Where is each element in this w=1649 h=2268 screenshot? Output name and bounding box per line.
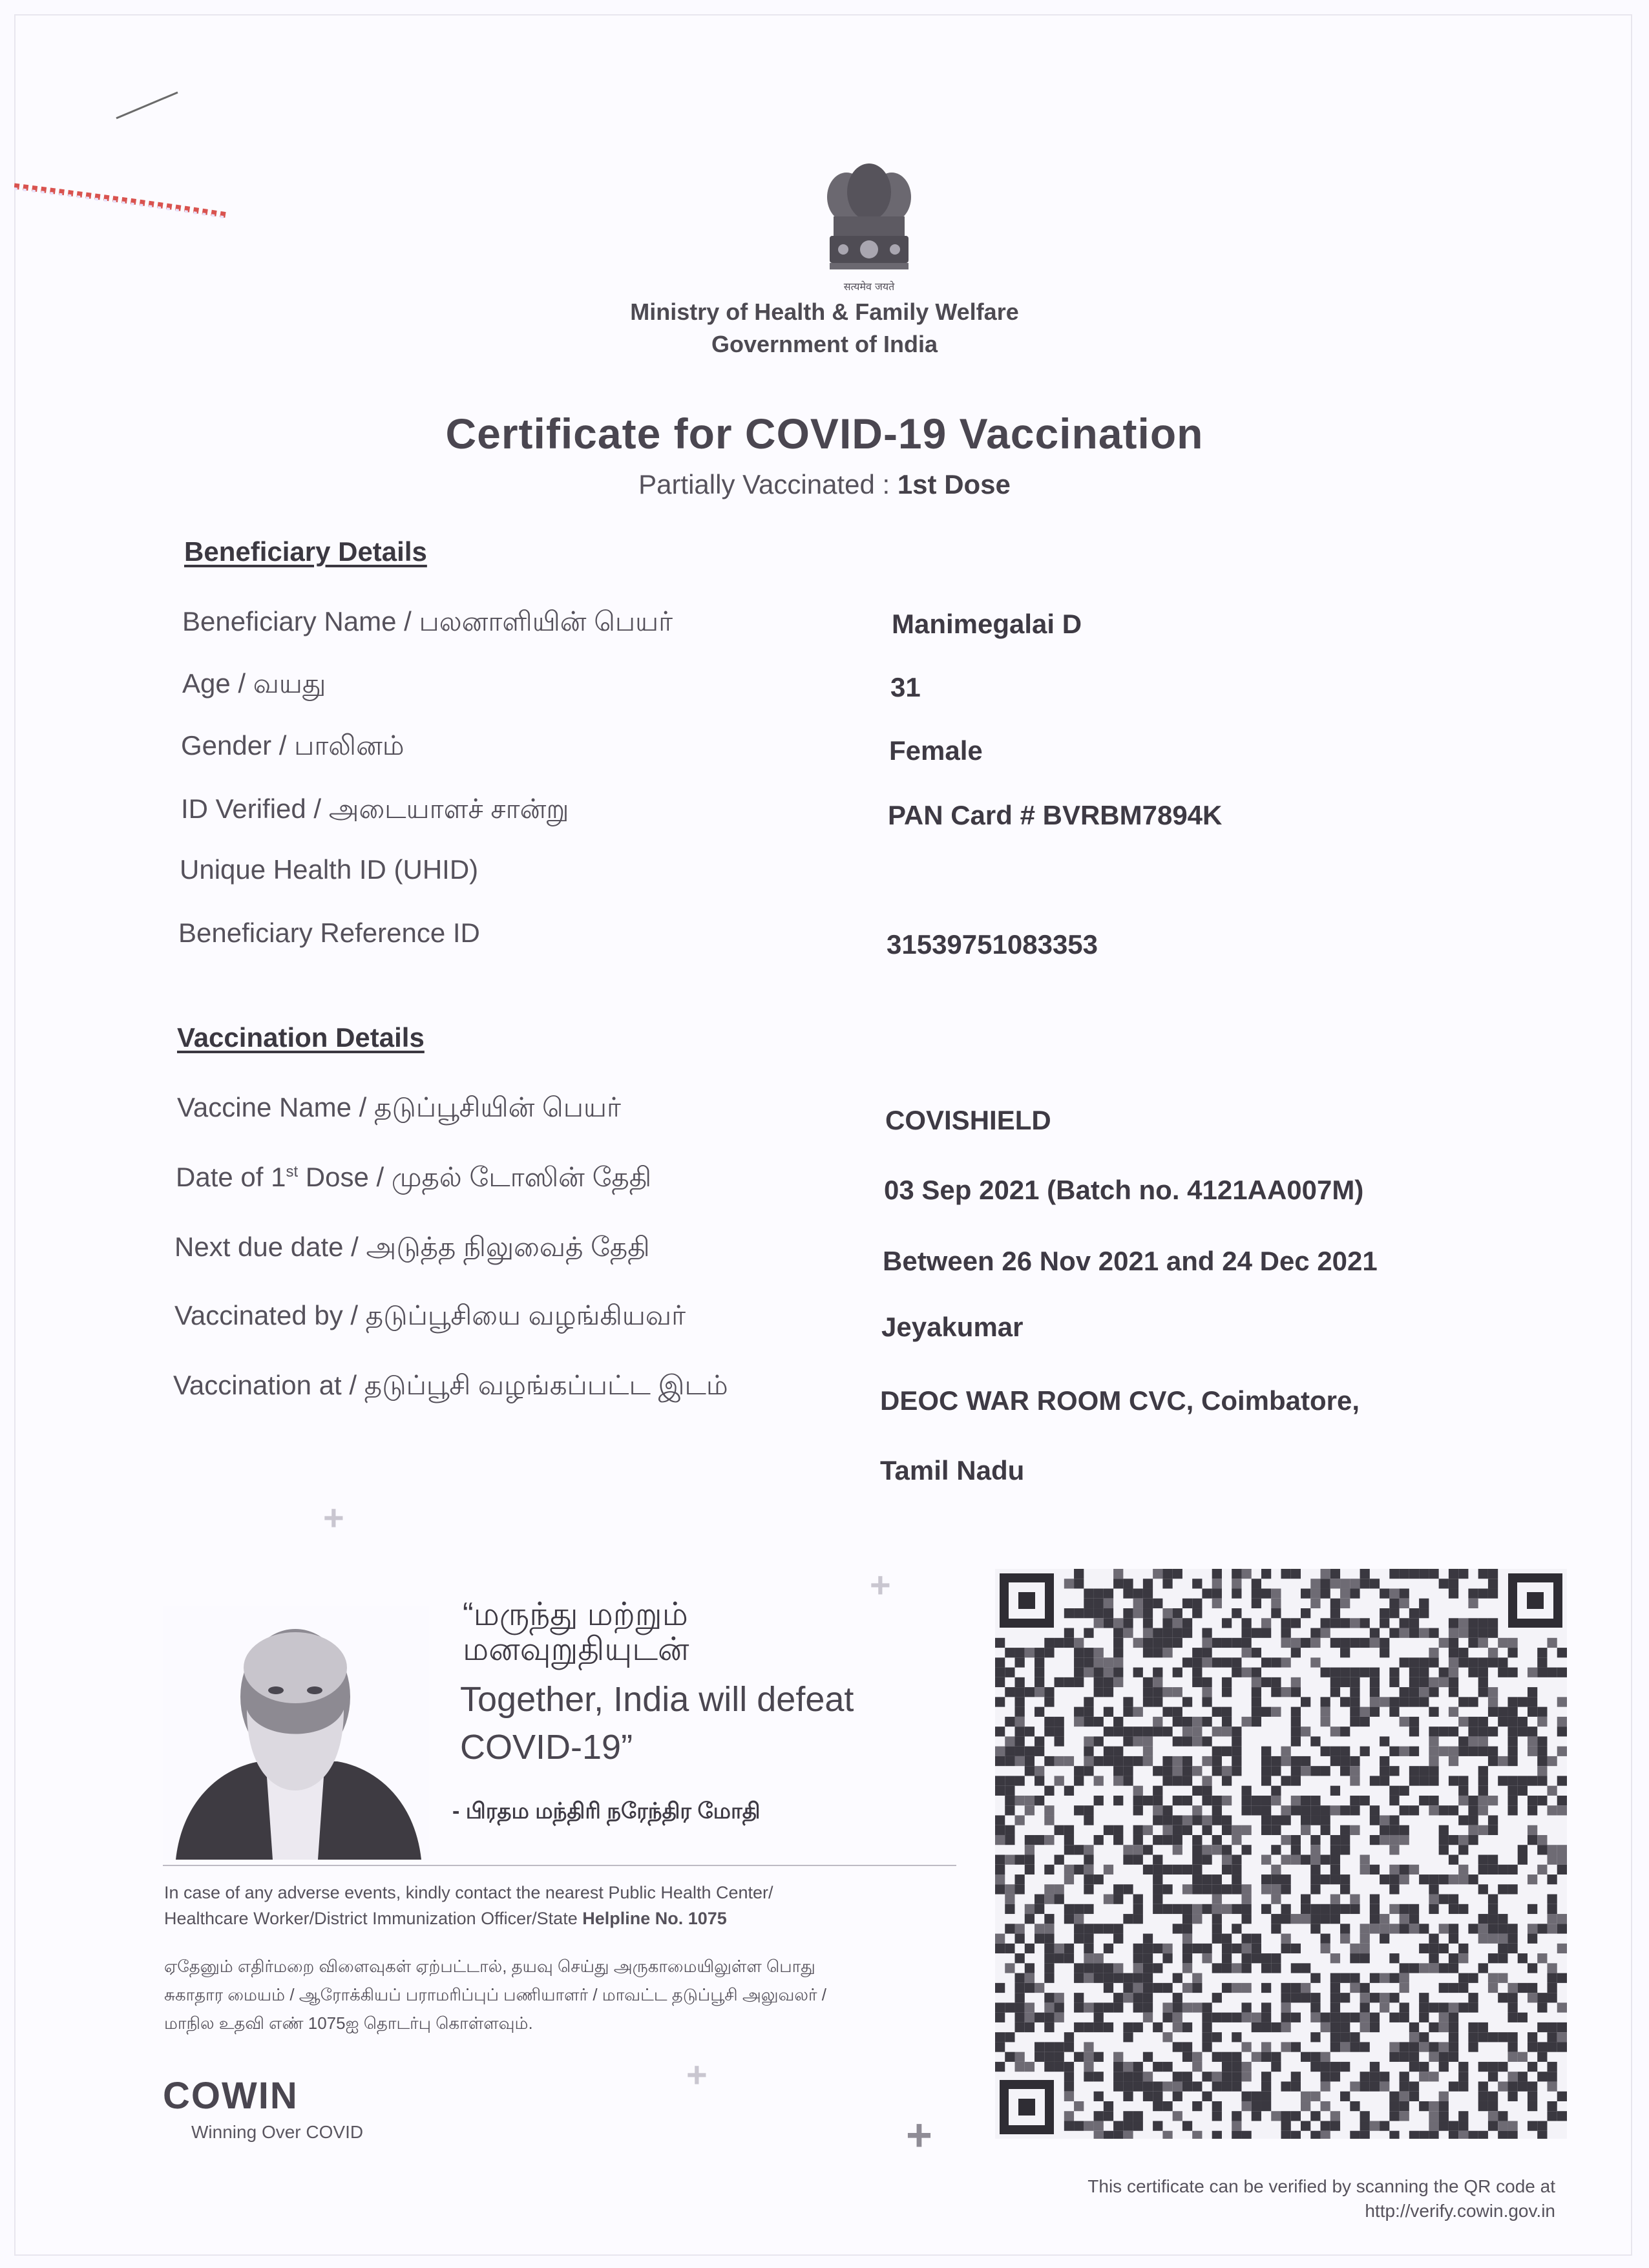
gender-label: Gender / பாலினம் (181, 730, 404, 761)
quote-attribution: - பிரதம மந்திரி நரேந்திர மோதி (452, 1799, 761, 1823)
age-value: 31 (890, 672, 921, 702)
prime-minister-photo (163, 1606, 429, 1860)
cowin-tagline: Winning Over COVID (191, 2122, 364, 2142)
certificate-title: Certificate for COVID-19 Vaccination (445, 410, 1204, 457)
reference-id-value: 31539751083353 (887, 929, 1098, 960)
state-emblem-icon (821, 152, 918, 300)
quote-tamil-line2: மனவுறுதியுடன் (463, 1631, 689, 1667)
adverse-notice-en-line2 (164, 1906, 727, 1931)
beneficiary-name-label: Beneficiary Name / பலனாளியின் பெயர் (182, 606, 673, 636)
adverse-notice-ta-line2: சுகாதார மையம் / ஆரோக்கியப் பராமரிப்புப் பணியாளர் / மாவட்ட தடுப்பூசி அலுவலர் / (164, 1985, 827, 2004)
quote-english-line1: Together, India will defeat (460, 1680, 854, 1719)
helpline-number: Helpline No. 1075 (582, 1909, 727, 1928)
verification-qr-code (995, 1569, 1567, 2139)
vaccination-site-label: Vaccination at / தடுப்பூசி வழங்கப்பட்ட இடம் (173, 1370, 728, 1400)
plus-mark: + (686, 2054, 708, 2095)
vaccination-section-title: Vaccination Details (177, 1022, 425, 1053)
adverse-notice-ta-line3: மாநில உதவி எண் 1075ஐ தொடர்பு கொள்ளவும். (164, 2013, 533, 2033)
age-label: Age / வயது (182, 668, 326, 698)
adverse-notice-en-line1: In case of any adverse events, kindly contact the nearest Public Health Center/ (164, 1883, 773, 1902)
adverse-notice-ta-line1: ஏதேனும் எதிர்மறை விளைவுகள் ஏற்பட்டால், தயவு செய்து அருகாமையிலுள்ள பொது (164, 1957, 815, 1976)
first-dose-date-value: 03 Sep 2021 (Batch no. 4121AA007M) (884, 1175, 1364, 1205)
beneficiary-name-value: Manimegalai D (892, 609, 1082, 639)
status-prefix: Partially Vaccinated : (638, 469, 890, 499)
vaccine-name-value: COVISHIELD (885, 1105, 1051, 1135)
cowin-logo: COWIN (163, 2075, 299, 2117)
next-due-value: Between 26 Nov 2021 and 24 Dec 2021 (883, 1246, 1378, 1276)
emblem-motto: सत्यमेव जयते (843, 280, 895, 293)
verify-note (1087, 2174, 1555, 2223)
dose-label-post: Dose / முதல் டோஸின் தேதி (298, 1162, 652, 1192)
verify-url: http://verify.cowin.gov.in (1365, 2201, 1555, 2221)
pen-mark (113, 89, 184, 121)
reference-id-label: Beneficiary Reference ID (178, 918, 480, 948)
vaccinated-by-label: Vaccinated by / தடுப்பூசியை வழங்கியவர் (174, 1300, 686, 1330)
quote-english-line2: COVID-19” (460, 1728, 633, 1767)
beneficiary-section-title: Beneficiary Details (184, 536, 427, 567)
next-due-label: Next due date / அடுத்த நிலுவைத் தேதி (174, 1232, 650, 1262)
dose-label-sup: st (286, 1163, 299, 1181)
id-verified-value: PAN Card # BVRBM7894K (888, 800, 1223, 830)
id-verified-label: ID Verified / அடையாளச் சான்று (181, 793, 569, 824)
dose-label-pre: Date of 1 (176, 1162, 286, 1192)
plus-mark: + (906, 2110, 932, 2160)
ministry-name: Ministry of Health & Family Welfare (630, 299, 1019, 325)
gender-value: Female (889, 735, 983, 766)
notice-en-line2-text: Healthcare Worker/District Immunization Officer/State (164, 1909, 583, 1928)
uhid-label: Unique Health ID (UHID) (180, 854, 479, 885)
vaccination-site-value-line2: Tamil Nadu (880, 1455, 1025, 1486)
plus-mark: + (323, 1497, 344, 1538)
plus-mark: + (870, 1564, 891, 1605)
first-dose-date-label (176, 1162, 651, 1197)
quote-tamil-line1: “மருந்து மற்றும் (463, 1596, 688, 1632)
vaccine-name-label: Vaccine Name / தடுப்பூசியின் பெயர் (177, 1092, 621, 1122)
verify-note-line1: This certificate can be verified by scanning the QR code at (1087, 2176, 1555, 2196)
vaccination-site-value-line1: DEOC WAR ROOM CVC, Coimbatore, (880, 1385, 1360, 1416)
government-name: Government of India (711, 331, 938, 357)
vaccination-status (0, 469, 1649, 500)
status-dose: 1st Dose (897, 469, 1011, 499)
vaccinated-by-value: Jeyakumar (881, 1312, 1024, 1342)
thread-decoration (14, 180, 234, 218)
section-divider (163, 1865, 956, 1866)
